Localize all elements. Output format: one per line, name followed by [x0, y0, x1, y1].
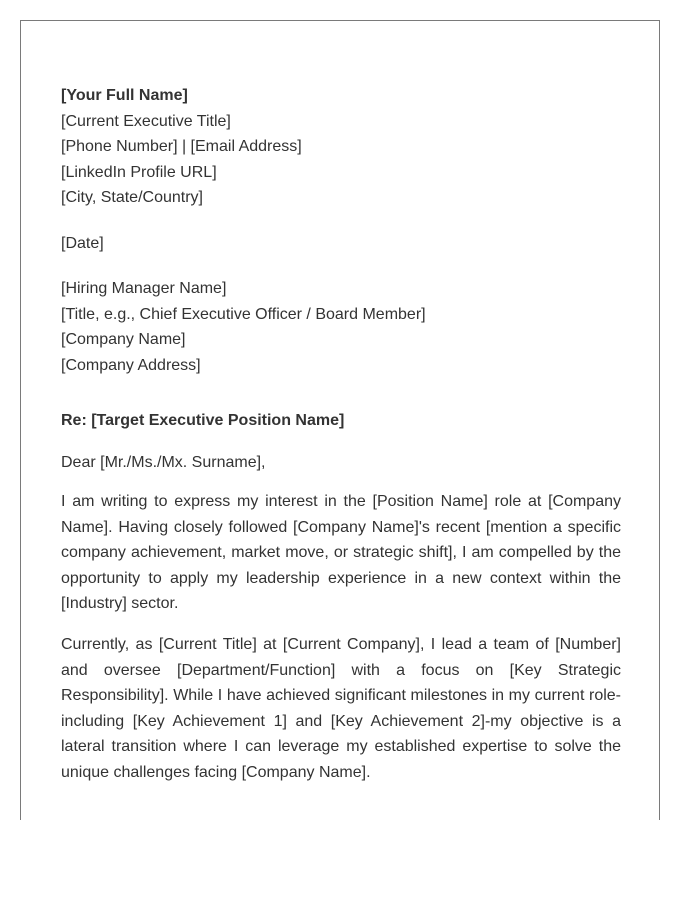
sender-location: [City, State/Country] [61, 189, 203, 206]
recipient-company: [Company Name] [61, 331, 186, 348]
subject-line: Re: [Target Executive Position Name] [61, 412, 345, 429]
paragraph-intro: I am writing to express my interest in the [Position Name] role at [Company Name]. Having closely followed [Company Name]'s recent [mention a specific company achievement, market move, or strategic shift], I am compelled by the opportunity to apply my leadership experience in a new context within the [Industry] sector. [61, 493, 621, 613]
letter-page [20, 20, 660, 820]
letter-date: [Date] [61, 234, 104, 252]
sender-contact: [Phone Number] | [Email Address] [61, 138, 302, 155]
recipient-title: [Title, e.g., Chief Executive Officer / Board Member] [61, 305, 426, 323]
recipient-block [61, 276, 621, 378]
sender-linkedin: [LinkedIn Profile URL] [61, 163, 217, 181]
sender-name: [Your Full Name] [61, 87, 188, 104]
paragraph-experience: Currently, as [Current Title] at [Current Company], I lead a team of [Number] and oversee [Department/Function] with a focus on [Key Strategic Responsibility]. While I have achieved significant milestones in my current role-including [Key Achievement 1] and [Key Achievement 2]-my objective is a lateral transition where I can leverage my established expertise to solve the unique challenges facing [Company Name]. [61, 635, 621, 781]
sender-title: [Current Executive Title] [61, 112, 231, 130]
letter-body [61, 83, 621, 786]
sender-block [61, 83, 621, 211]
salutation: Dear [Mr./Ms./Mx. Surname], [61, 453, 266, 471]
recipient-name: [Hiring Manager Name] [61, 280, 227, 297]
recipient-address: [Company Address] [61, 356, 201, 374]
date-block [61, 231, 621, 257]
